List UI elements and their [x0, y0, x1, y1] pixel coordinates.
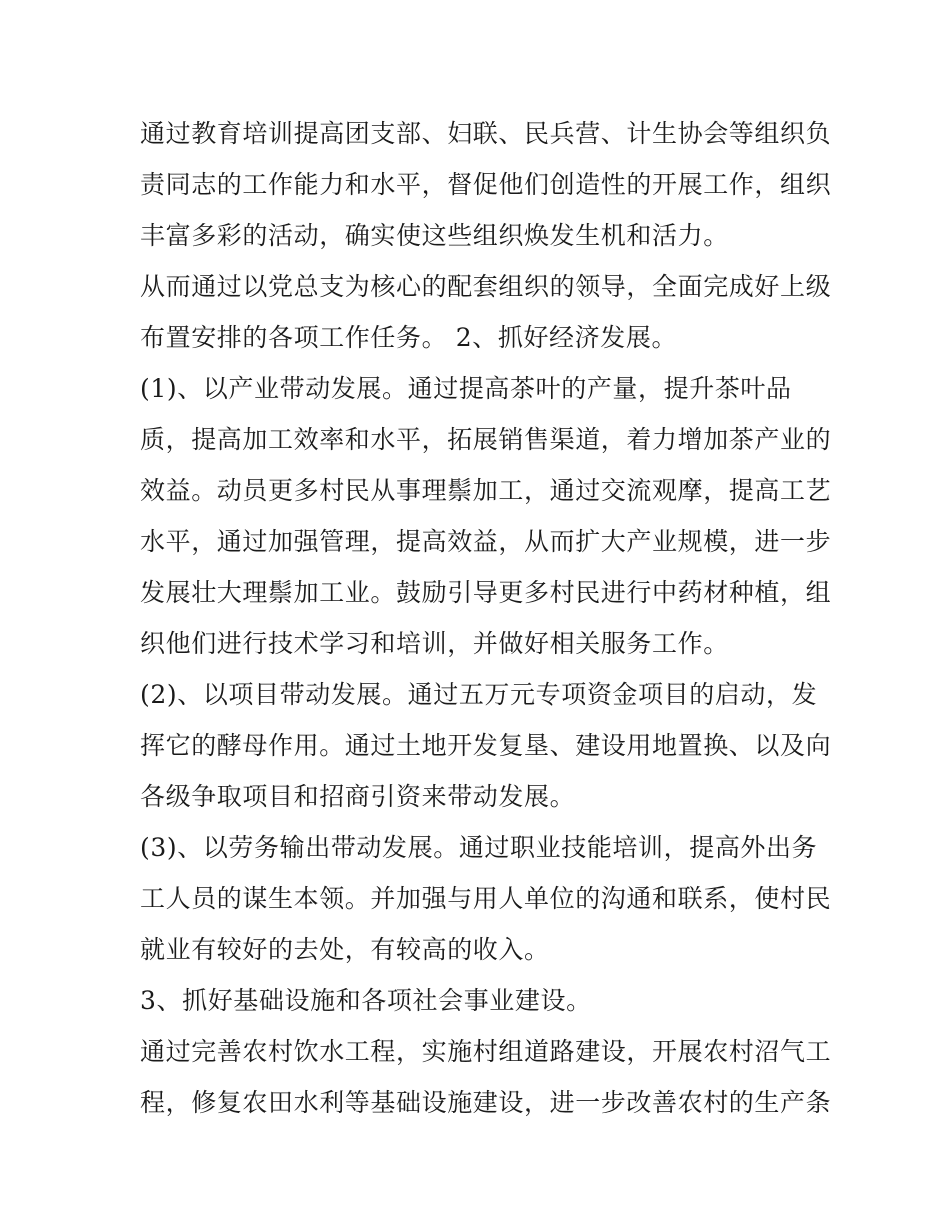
text-line: 织他们进行技术学习和培训，并做好相关服务工作。 — [140, 629, 729, 658]
text-line: 挥它的酵母作用。通过土地开发复垦、建设用地置换、以及向 — [140, 731, 832, 760]
text-line: 通过完善农村饮水工程，实施村组道路建设，开展农村沼气工 — [140, 1037, 832, 1066]
text-line: (1)、以产业带动发展。通过提高茶叶的产量，提升茶叶品 — [140, 374, 792, 403]
text-line: 各级争取项目和招商引资来带动发展。 — [140, 782, 576, 811]
body-text — [140, 108, 832, 1128]
text-line: 责同志的工作能力和水平，督促他们创造性的开展工作，组织 — [140, 170, 832, 199]
text-line: 效益。动员更多村民从事理鬃加工，通过交流观摩，提高工艺 — [140, 476, 832, 505]
text-line: 发展壮大理鬃加工业。鼓励引导更多村民进行中药材种植，组 — [140, 578, 832, 607]
text-line: 水平，通过加强管理，提高效益，从而扩大产业规模，进一步 — [140, 527, 832, 556]
text-line: (2)、以项目带动发展。通过五万元专项资金项目的启动，发 — [140, 680, 818, 709]
text-line: 程，修复农田水利等基础设施建设，进一步改善农村的生产条 — [140, 1088, 832, 1117]
text-line: 工人员的谋生本领。并加强与用人单位的沟通和联系，使村民 — [140, 884, 832, 913]
text-line: 从而通过以党总支为核心的配套组织的领导，全面完成好上级 — [140, 272, 832, 301]
text-line: 布置安排的各项工作任务。 2、抓好经济发展。 — [140, 323, 678, 352]
text-line: 丰富多彩的活动，确实使这些组织焕发生机和活力。 — [140, 221, 729, 250]
text-line: 就业有较好的去处，有较高的收入。 — [140, 935, 550, 964]
text-line: 3、抓好基础设施和各项社会事业建设。 — [140, 986, 592, 1015]
text-line: 通过教育培训提高团支部、妇联、民兵营、计生协会等组织负 — [140, 119, 832, 148]
text-line: (3)、以劳务输出带动发展。通过职业技能培训，提高外出务 — [140, 833, 818, 862]
text-line: 质，提高加工效率和水平，拓展销售渠道，着力增加茶产业的 — [140, 425, 832, 454]
